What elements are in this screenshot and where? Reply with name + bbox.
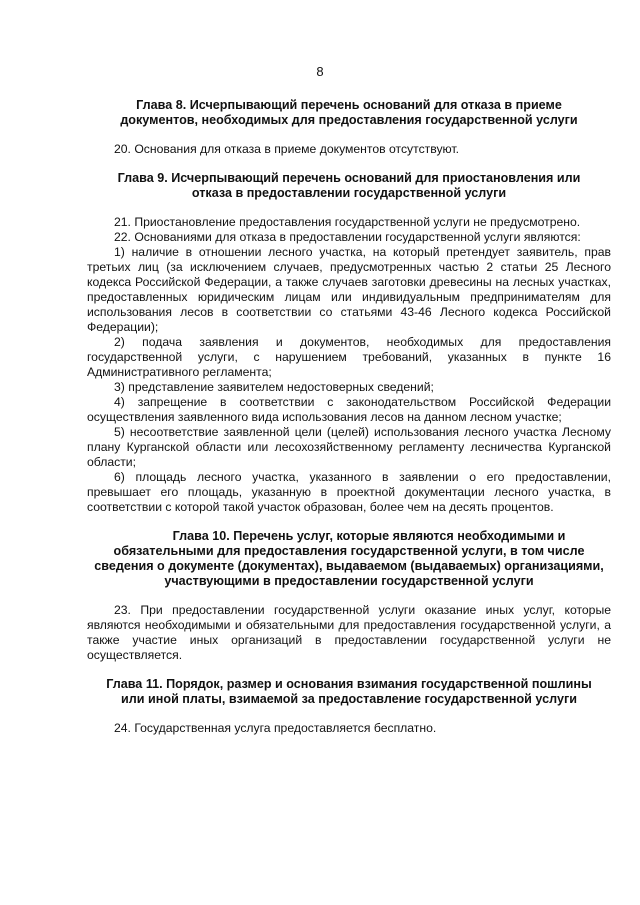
paragraph-20: 20. Основания для отказа в приеме документов отсутствуют. <box>114 142 460 156</box>
chapter-10-title-line-2: обязательными для предоставления государственной услуги, в том числе <box>113 544 585 558</box>
paragraph-23: 23. При предоставлении государственной услуги оказание иных услуг, которые являются необходимыми и обязательными для предоставления государственной услуги, а также участие иных организаций в предоставлении государственной услуги не осуществляется. <box>87 603 611 662</box>
document-body <box>87 98 611 736</box>
chapter-11-title-line-2: или иной платы, взимаемой за предоставление государственной услуги <box>121 692 577 706</box>
chapter-10-title-line-3: сведения о документе (документах), выдаваемом (выдаваемых) организациями, <box>94 559 604 573</box>
chapter-11-title-line-1: Глава 11. Порядок, размер и основания взимания государственной пошлины <box>106 677 592 691</box>
chapter-8-heading <box>87 98 611 128</box>
paragraph-22: 22. Основаниями для отказа в предоставлении государственной услуги являются: <box>114 230 581 244</box>
chapter-8-title-line-1: Глава 8. Исчерпывающий перечень оснований для отказа в приеме <box>136 98 562 112</box>
list-item: 3) представление заявителем недостоверных сведений; <box>114 380 434 394</box>
list-item: 1) наличие в отношении лесного участка, на который претендует заявитель, прав третьих лиц (за исключением случаев, предусмотренных частью 2 статьи 25 Лесного кодекса Российской Федерации, а также случаев заготовки древесины на лесных участках, предоставленных юридическим лицам или индивидуальным предпринимателям для использования лесов в соответствии со статьями 43-46 Лесного кодекса Российской Федерации); <box>87 245 611 334</box>
chapter-8-title-line-2: документов, необходимых для предоставления государственной услуги <box>120 113 578 127</box>
list-item: 6) площадь лесного участка, указанного в заявлении о его предоставлении, превышает его площадь, указанную в проектной документации лесного участка, в соответствии с которой такой участок образован, более чем на десять процентов. <box>87 470 611 514</box>
chapter-11-heading <box>87 677 611 707</box>
page-number: 8 <box>316 64 324 79</box>
chapter-9-title-line-2: отказа в предоставлении государственной услуги <box>191 186 507 200</box>
chapter-10-heading <box>87 529 611 589</box>
chapter-9-heading <box>87 171 611 201</box>
chapter-10-title-line-4: участвующими в предоставлении государственной услуги <box>164 574 534 588</box>
paragraph-21: 21. Приостановление предоставления государственной услуги не предусмотрено. <box>114 215 581 229</box>
chapter-10-title-line-1: Глава 10. Перечень услуг, которые являются необходимыми и <box>172 529 566 543</box>
list-item: 2) подача заявления и документов, необходимых для предоставления государственной услуги, с нарушением требований, указанных в пункте 16 Административного регламента; <box>87 335 611 379</box>
list-item: 4) запрещение в соответствии с законодательством Российской Федерации осуществления заявленного вида использования лесов на данном лесном участке; <box>87 395 611 424</box>
chapter-9-title-line-1: Глава 9. Исчерпывающий перечень оснований для приостановления или <box>117 171 581 185</box>
list-item: 5) несоответствие заявленной цели (целей) использования лесного участка Лесному плану Курганской области или лесохозяйственному регламенту лесничества Курганской области; <box>87 425 611 469</box>
paragraph-24: 24. Государственная услуга предоставляется бесплатно. <box>114 721 437 735</box>
